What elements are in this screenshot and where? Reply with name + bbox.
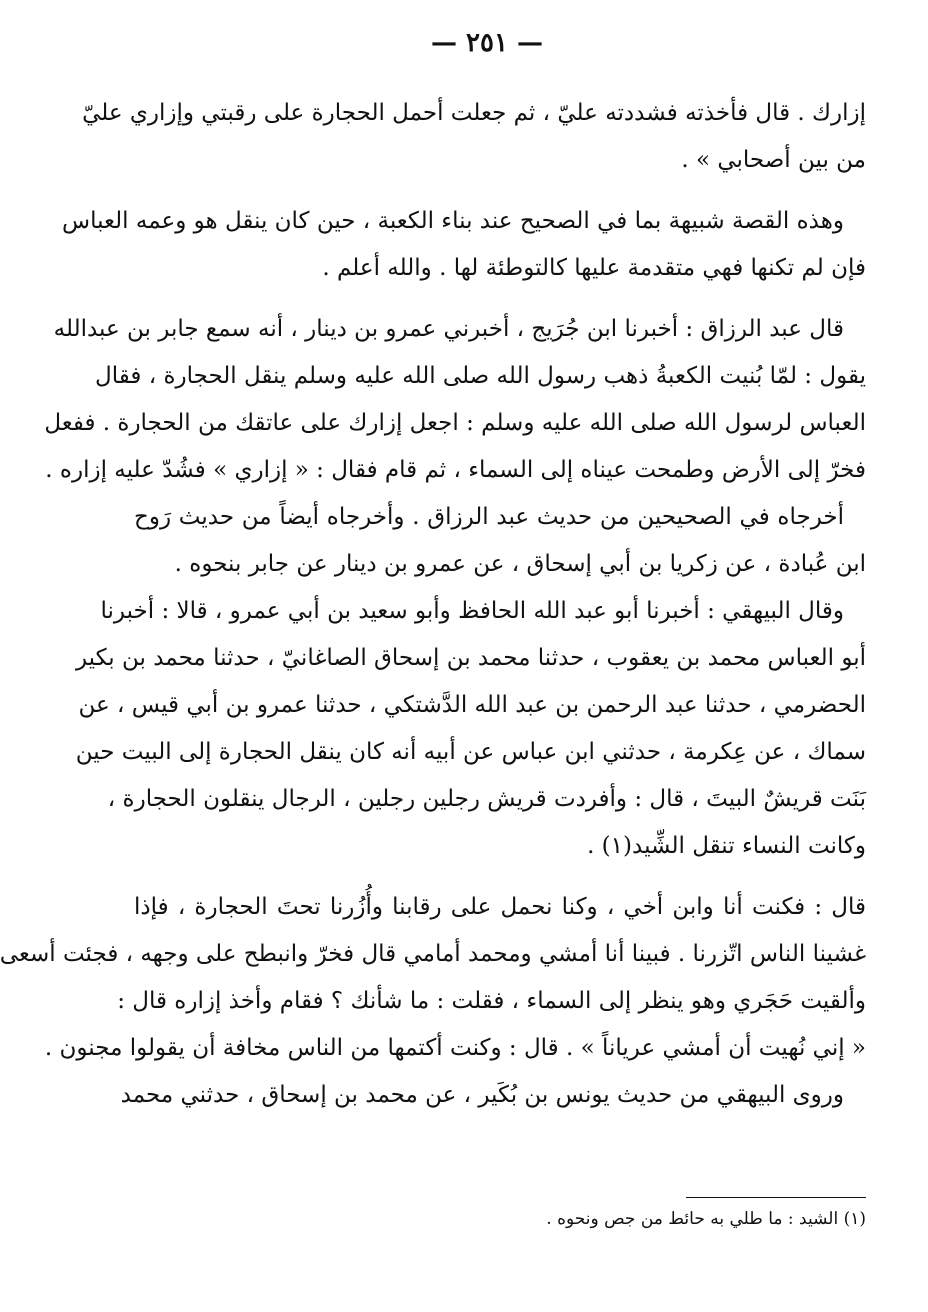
text-line: سماك ، عن عِكرمة ، حدثني ابن عباس عن أبيه أنه كان ينقل الحجارة إلى البيت حين [75, 739, 866, 765]
text-line: يقول : لمّا بُنيت الكعبةُ ذهب رسول الله صلى الله عليه وسلم ينقل الحجارة ، فقال [95, 363, 866, 389]
text-line: وهذه القصة شبيهة بما في الصحيح عند بناء الكعبة ، حين كان ينقل هو وعمه العباس [62, 208, 844, 234]
text-line: فإن لم تكنها فهي متقدمة عليها كالتوطئة لها . والله أعلم . [322, 255, 866, 281]
text-line: « إني نُهيت أن أمشي عرياناً » . قال : وكنت أكتمها من الناس مخافة أن يقولوا مجنون . [44, 1035, 866, 1061]
body-text [0, 90, 866, 1119]
text-line: غشينا الناس اتّزرنا . فبينا أنا أمشي ومحمد أمامي قال فخرّ وانبطح على وجهه ، فجئت أسعى [0, 941, 866, 967]
page-number: — ٢٥١ — [430, 28, 544, 58]
paragraph-gap [134, 184, 866, 198]
footnote-divider [686, 1197, 866, 1198]
text-line: ابن عُبادة ، عن زكريا بن أبي إسحاق ، عن عمرو بن دينار عن جابر بنحوه . [174, 551, 866, 577]
footnote: (١) الشيد : ما طلي به حائط من جص ونحوه . [546, 1209, 866, 1229]
text-line: وروى البيهقي من حديث يونس بن بُكَير ، عن محمد بن إسحاق ، حدثني محمد [120, 1082, 844, 1108]
text-line: وكانت النساء تنقل الشِّيد(١) . [587, 833, 866, 859]
text-line: أخرجاه في الصحيحين من حديث عبد الرزاق . وأخرجاه أيضاً من حديث رَوح [134, 504, 844, 530]
paragraph-gap [134, 292, 866, 306]
text-line: الحضرمي ، حدثنا عبد الرحمن بن عبد الله الدَّشتكي ، حدثنا عمرو بن أبي قيس ، عن [78, 692, 866, 718]
text-line: قال : فكنت أنا وابن أخي ، وكنا نحمل على رقابنا وأُزُرنا تحتَ الحجارة ، فإذا [134, 894, 866, 920]
text-line: بَنَت قريشٌ البيتَ ، قال : وأفردت قريش رجلين رجلين ، الرجال ينقلون الحجارة ، [107, 786, 866, 812]
text-line: قال عبد الرزاق : أخبرنا ابن جُرَيج ، أخبرني عمرو بن دينار ، أنه سمع جابر بن عبدالله [53, 316, 844, 342]
text-line: فخرّ إلى الأرض وطمحت عيناه إلى السماء ، ثم قام فقال : « إزاري » فشُدّ عليه إزاره . [45, 457, 866, 483]
text-line: وألقيت حَجَري وهو ينظر إلى السماء ، فقلت : ما شأنك ؟ فقام وأخذ إزاره قال : [117, 988, 866, 1014]
text-line: أبو العباس محمد بن يعقوب ، حدثنا محمد بن إسحاق الصاغانيّ ، حدثنا محمد بن بكير [75, 645, 866, 671]
text-line: إزارك . قال فأخذته فشددته عليّ ، ثم جعلت أحمل الحجارة على رقبتي وإزاري عليّ [82, 100, 866, 126]
paragraph-gap [134, 870, 866, 884]
text-line: وقال البيهقي : أخبرنا أبو عبد الله الحافظ وأبو سعيد بن أبي عمرو ، قالا : أخبرنا [100, 598, 844, 624]
text-line: العباس لرسول الله صلى الله عليه وسلم : اجعل إزارك على عاتقك من الحجارة . ففعل [44, 410, 866, 436]
text-line: من بين أصحابي » . [681, 147, 866, 173]
